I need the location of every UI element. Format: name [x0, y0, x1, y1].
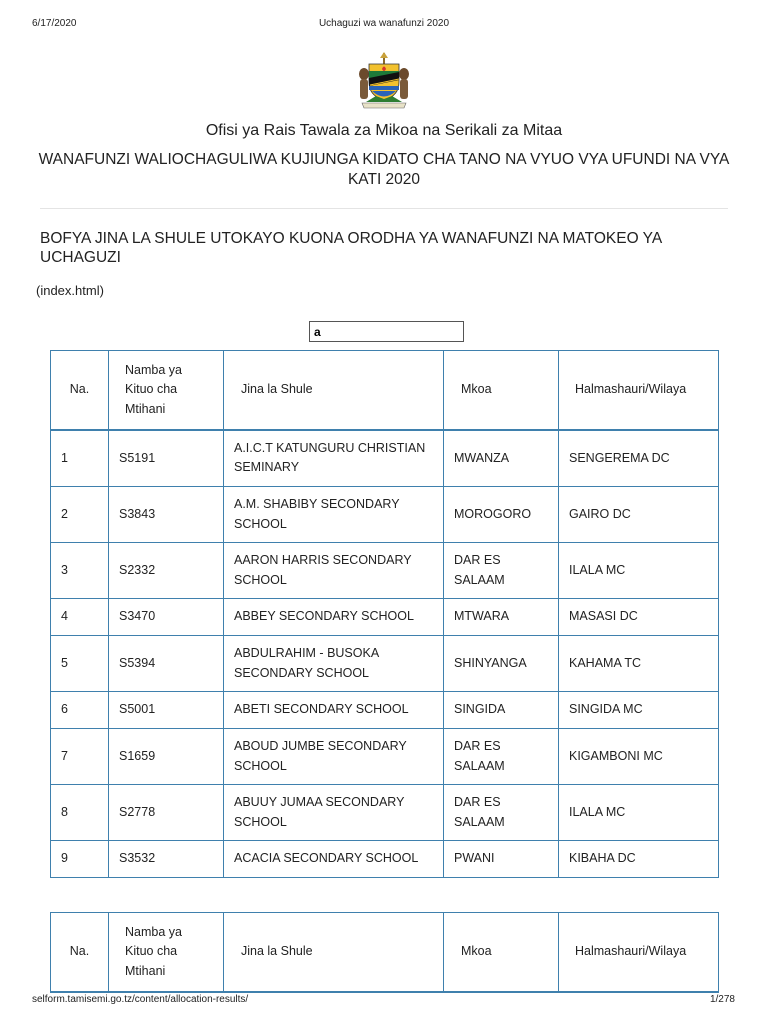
- cell-halmashauri: KIGAMBONI MC: [559, 729, 719, 785]
- search-input[interactable]: [309, 321, 464, 342]
- header-namba-line2: Kituo cha: [125, 382, 178, 396]
- school-name-link[interactable]: ABUUY JUMAA SECONDARY SCHOOL: [224, 785, 444, 841]
- table-row: [51, 487, 719, 543]
- cell-namba: S3843: [109, 487, 224, 543]
- header-jina: Jina la Shule: [224, 913, 444, 992]
- header-namba-line3: Mtihani: [125, 963, 166, 978]
- table-row: [51, 841, 719, 878]
- cell-namba: S3532: [109, 841, 224, 878]
- results-table: [50, 350, 719, 878]
- cell-namba: S3470: [109, 599, 224, 636]
- cell-na: 6: [51, 692, 109, 729]
- cell-halmashauri: SINGIDA MC: [559, 692, 719, 729]
- table-row: [51, 430, 719, 487]
- index-link[interactable]: (index.html): [36, 283, 104, 298]
- header-namba-line1: Namba ya: [125, 924, 182, 939]
- school-name-link[interactable]: ABBEY SECONDARY SCHOOL: [224, 599, 444, 636]
- cell-na: 3: [51, 543, 109, 599]
- header-namba-line3: Mtihani: [125, 401, 166, 416]
- cell-na: 7: [51, 729, 109, 785]
- header-jina: Jina la Shule: [224, 351, 444, 430]
- school-name-link[interactable]: ABOUD JUMBE SECONDARY SCHOOL: [224, 729, 444, 785]
- cell-mkoa: MOROGORO: [444, 487, 559, 543]
- print-date: 6/17/2020: [32, 18, 77, 29]
- cell-namba: S5001: [109, 692, 224, 729]
- cell-mkoa: DAR ES SALAAM: [444, 729, 559, 785]
- organization-name: Ofisi ya Rais Tawala za Mikoa na Serikali za Mitaa: [205, 122, 563, 139]
- cell-halmashauri: ILALA MC: [559, 785, 719, 841]
- cell-halmashauri: ILALA MC: [559, 543, 719, 599]
- school-name-link[interactable]: ABDULRAHIM - BUSOKA SECONDARY SCHOOL: [224, 636, 444, 692]
- cell-na: 4: [51, 599, 109, 636]
- cell-namba: S1659: [109, 729, 224, 785]
- tanzania-coat-of-arms-icon: [356, 52, 412, 110]
- cell-mkoa: PWANI: [444, 841, 559, 878]
- cell-mkoa: SHINYANGA: [444, 636, 559, 692]
- cell-mkoa: DAR ES SALAAM: [444, 543, 559, 599]
- cell-halmashauri: SENGEREMA DC: [559, 430, 719, 487]
- cell-namba: S2778: [109, 785, 224, 841]
- header-mkoa: Mkoa: [444, 913, 559, 992]
- main-heading: WANAFUNZI WALIOCHAGULIWA KUJIUNGA KIDATO CHA TANO NA VYUO VYA UFUNDI NA VYA KATI 2020: [38, 151, 730, 188]
- results-table-continued: [50, 912, 719, 993]
- cell-na: 9: [51, 841, 109, 878]
- header-namba: [109, 351, 224, 430]
- cell-halmashauri: MASASI DC: [559, 599, 719, 636]
- header-na: Na.: [51, 351, 109, 430]
- table-row: [51, 729, 719, 785]
- print-url: selform.tamisemi.go.tz/content/allocation-results/: [32, 994, 249, 1005]
- header-halmashauri: Halmashauri/Wilaya: [559, 913, 719, 992]
- header-namba-line1: Namba ya: [125, 362, 182, 377]
- cell-mkoa: DAR ES SALAAM: [444, 785, 559, 841]
- cell-namba: S5191: [109, 430, 224, 487]
- header-namba: [109, 913, 224, 992]
- table-header-row: [51, 351, 719, 430]
- header-namba-line2: Kituo cha: [125, 944, 178, 958]
- cell-na: 8: [51, 785, 109, 841]
- cell-mkoa: MTWARA: [444, 599, 559, 636]
- instruction-text: BOFYA JINA LA SHULE UTOKAYO KUONA ORODHA YA WANAFUNZI NA MATOKEO YA UCHAGUZI: [40, 230, 662, 266]
- cell-halmashauri: GAIRO DC: [559, 487, 719, 543]
- cell-mkoa: MWANZA: [444, 430, 559, 487]
- table-row: [51, 785, 719, 841]
- cell-na: 1: [51, 430, 109, 487]
- school-name-link[interactable]: A.I.C.T KATUNGURU CHRISTIAN SEMINARY: [224, 430, 444, 487]
- table-row: [51, 692, 719, 729]
- header-na: Na.: [51, 913, 109, 992]
- cell-halmashauri: KIBAHA DC: [559, 841, 719, 878]
- school-name-link[interactable]: ABETI SECONDARY SCHOOL: [224, 692, 444, 729]
- cell-na: 5: [51, 636, 109, 692]
- school-name-link[interactable]: ACACIA SECONDARY SCHOOL: [224, 841, 444, 878]
- page-number: 1/278: [709, 994, 735, 1005]
- table-header-row: [51, 913, 719, 992]
- table-row: [51, 636, 719, 692]
- cell-namba: S2332: [109, 543, 224, 599]
- cell-mkoa: SINGIDA: [444, 692, 559, 729]
- divider: [40, 208, 728, 209]
- header-mkoa: Mkoa: [444, 351, 559, 430]
- cell-na: 2: [51, 487, 109, 543]
- school-name-link[interactable]: A.M. SHABIBY SECONDARY SCHOOL: [224, 487, 444, 543]
- print-page-title: Uchaguzi wa wanafunzi 2020: [318, 18, 450, 29]
- cell-halmashauri: KAHAMA TC: [559, 636, 719, 692]
- cell-namba: S5394: [109, 636, 224, 692]
- table-row: [51, 599, 719, 636]
- table-row: [51, 543, 719, 599]
- header-halmashauri: Halmashauri/Wilaya: [559, 351, 719, 430]
- school-name-link[interactable]: AARON HARRIS SECONDARY SCHOOL: [224, 543, 444, 599]
